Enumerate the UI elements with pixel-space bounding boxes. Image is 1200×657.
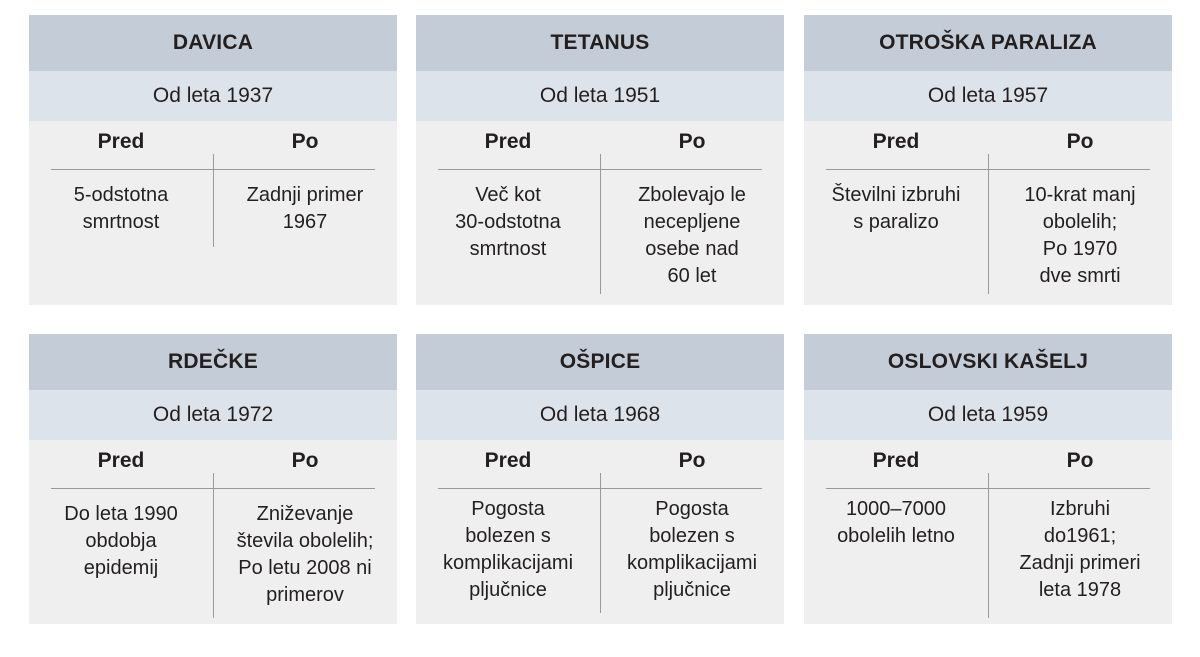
text-line: komplikacijami	[442, 552, 574, 574]
text-line: 5-odstotna	[73, 184, 169, 206]
after-text	[600, 496, 784, 604]
before-text	[29, 182, 213, 236]
card-davica	[29, 15, 397, 305]
card-since: Od leta 1972	[29, 390, 397, 440]
card-ospice	[416, 334, 784, 624]
text-line: necepljene	[643, 211, 741, 233]
card-title: OŠPICE	[416, 334, 784, 390]
card-title: TETANUS	[416, 15, 784, 71]
text-line: Pogosta	[471, 498, 545, 520]
after-text	[213, 182, 397, 236]
before-header: Pred	[484, 130, 532, 153]
text-line: Več kot	[475, 184, 541, 206]
card-columns	[804, 440, 1172, 624]
text-line: Številni izbruhi	[831, 184, 961, 206]
card-columns	[29, 121, 397, 305]
text-line: Zadnji primer	[246, 184, 364, 206]
after-header: Po	[678, 449, 706, 472]
text-line: Zbolevajo le	[638, 184, 746, 206]
text-line: Pogosta	[655, 498, 729, 520]
card-tetanus	[416, 15, 784, 305]
before-text	[29, 501, 213, 582]
after-header: Po	[291, 130, 319, 153]
text-line: Zniževanje	[256, 503, 354, 525]
card-since: Od leta 1951	[416, 71, 784, 121]
card-title: DAVICA	[29, 15, 397, 71]
before-header: Pred	[97, 449, 145, 472]
text-line: pljučnice	[469, 579, 547, 601]
before-text	[416, 182, 600, 263]
text-line: 30-odstotna	[455, 211, 561, 233]
text-line: obdobja	[85, 530, 157, 552]
after-header: Po	[1066, 130, 1094, 153]
after-header: Po	[1066, 449, 1094, 472]
text-line: smrtnost	[469, 238, 547, 260]
text-line: dve smrti	[1039, 265, 1121, 287]
text-line: Izbruhi	[1049, 498, 1111, 520]
card-since: Od leta 1937	[29, 71, 397, 121]
card-since: Od leta 1959	[804, 390, 1172, 440]
text-line: 1967	[282, 211, 328, 233]
before-text	[416, 496, 600, 604]
text-line: leta 1978	[1038, 579, 1122, 601]
text-line: pljučnice	[653, 579, 731, 601]
before-text	[804, 182, 988, 236]
after-text	[213, 501, 397, 609]
card-oslovski-kaselj	[804, 334, 1172, 624]
before-text	[804, 496, 988, 550]
card-title: OSLOVSKI KAŠELJ	[804, 334, 1172, 390]
after-header: Po	[678, 130, 706, 153]
text-line: bolezen s	[649, 525, 735, 547]
after-text	[988, 182, 1172, 290]
text-line: Do leta 1990	[64, 503, 178, 525]
text-line: Po letu 2008 ni	[238, 557, 372, 579]
after-text	[600, 182, 784, 290]
before-header: Pred	[484, 449, 532, 472]
before-header: Pred	[872, 130, 920, 153]
text-line: primerov	[266, 584, 344, 606]
text-line: bolezen s	[465, 525, 551, 547]
text-line: števila obolelih;	[236, 530, 374, 552]
text-line: Po 1970	[1042, 238, 1118, 260]
text-line: 10-krat manj	[1024, 184, 1136, 206]
card-columns	[804, 121, 1172, 305]
card-columns	[29, 440, 397, 624]
text-line: komplikacijami	[626, 552, 758, 574]
text-line: obolelih letno	[837, 525, 955, 547]
before-header: Pred	[97, 130, 145, 153]
text-line: smrtnost	[82, 211, 160, 233]
card-columns	[416, 440, 784, 624]
text-line: Zadnji primeri	[1019, 552, 1141, 574]
text-line: epidemij	[83, 557, 159, 579]
text-line: 1000–7000	[845, 498, 947, 520]
after-header: Po	[291, 449, 319, 472]
before-header: Pred	[872, 449, 920, 472]
text-line: 60 let	[667, 265, 717, 287]
card-title: OTROŠKA PARALIZA	[804, 15, 1172, 71]
card-since: Od leta 1968	[416, 390, 784, 440]
card-otroska-paraliza	[804, 15, 1172, 305]
text-line: s paralizo	[853, 211, 939, 233]
card-title: RDEČKE	[29, 334, 397, 390]
card-since: Od leta 1957	[804, 71, 1172, 121]
after-text	[988, 496, 1172, 604]
card-rdecke	[29, 334, 397, 624]
text-line: do1961;	[1043, 525, 1117, 547]
text-line: obolelih;	[1042, 211, 1118, 233]
text-line: osebe nad	[645, 238, 739, 260]
card-columns	[416, 121, 784, 305]
